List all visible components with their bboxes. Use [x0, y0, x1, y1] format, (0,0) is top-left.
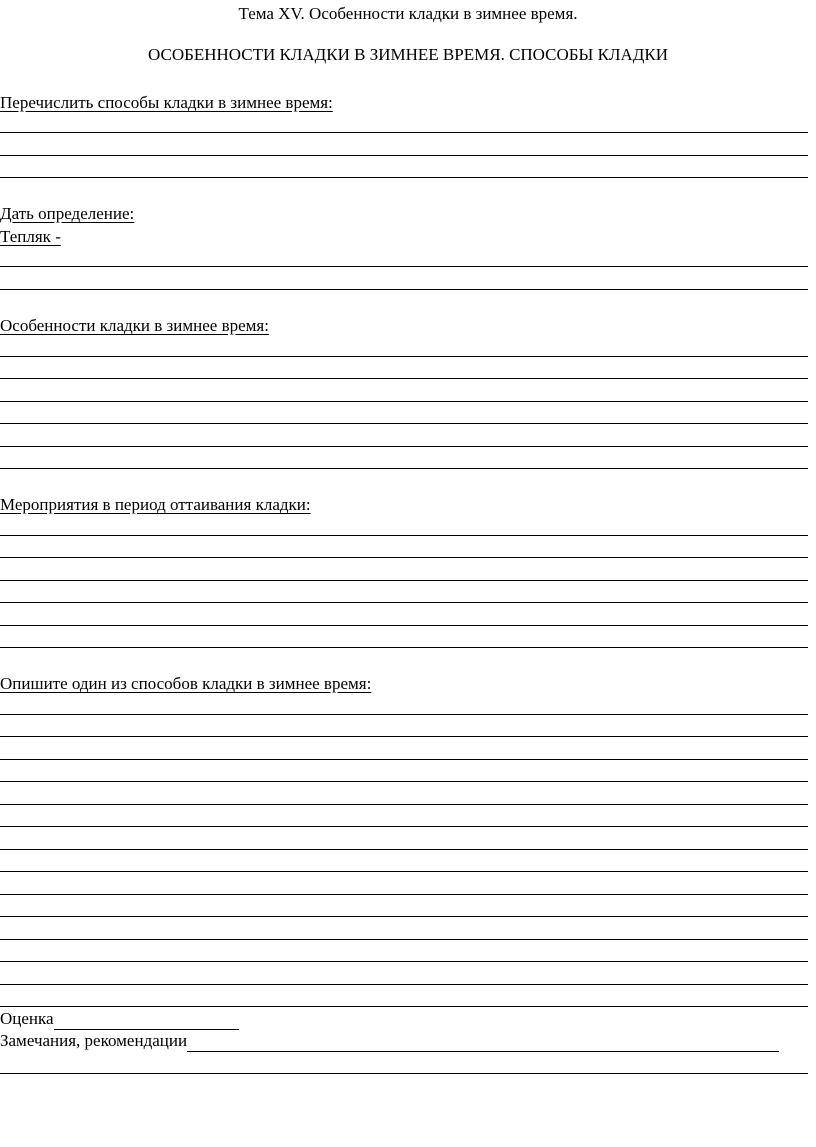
grade-field[interactable]	[54, 1011, 239, 1030]
answer-line[interactable]	[0, 759, 808, 760]
answer-line[interactable]	[0, 602, 808, 603]
answer-line[interactable]	[0, 580, 808, 581]
answer-line[interactable]	[0, 266, 808, 267]
answer-line[interactable]	[0, 984, 808, 985]
answer-line[interactable]	[0, 714, 808, 715]
answer-line[interactable]	[0, 177, 808, 178]
answer-line[interactable]	[0, 468, 808, 469]
answer-line[interactable]	[0, 1073, 808, 1074]
remarks-row	[0, 1030, 779, 1052]
answer-line[interactable]	[0, 356, 808, 357]
answer-line[interactable]	[0, 804, 808, 805]
answer-line[interactable]	[0, 535, 808, 536]
grade-row	[0, 1008, 239, 1030]
answer-line[interactable]	[0, 826, 808, 827]
answer-line[interactable]	[0, 155, 808, 156]
page-title: ОСОБЕННОСТИ КЛАДКИ В ЗИМНЕЕ ВРЕМЯ. СПОСОБЫ КЛАДКИ	[148, 45, 668, 64]
answer-line[interactable]	[0, 401, 808, 402]
answer-line[interactable]	[0, 625, 808, 626]
section-describe-method-label: Опишите один из способов кладки в зимнее время:	[0, 674, 372, 693]
section-features-label: Особенности кладки в зимнее время:	[0, 316, 269, 335]
remarks-label: Замечания, рекомендации	[0, 1031, 188, 1050]
answer-line[interactable]	[0, 871, 808, 872]
teplyak-label: Тепляк -	[0, 227, 61, 246]
answer-line[interactable]	[0, 446, 808, 447]
answer-line[interactable]	[0, 557, 808, 558]
answer-line[interactable]	[0, 961, 808, 962]
answer-line[interactable]	[0, 1006, 808, 1007]
answer-line[interactable]	[0, 289, 808, 290]
answer-line[interactable]	[0, 894, 808, 895]
section-thaw-measures-label: Мероприятия в период оттаивания кладки:	[0, 495, 311, 514]
remarks-field[interactable]	[187, 1033, 779, 1052]
section-list-methods-label: Перечислить способы кладки в зимнее время:	[0, 93, 333, 112]
answer-line[interactable]	[0, 939, 808, 940]
grade-label: Оценка	[0, 1009, 54, 1028]
answer-line[interactable]	[0, 736, 808, 737]
answer-line[interactable]	[0, 132, 808, 133]
answer-line[interactable]	[0, 849, 808, 850]
answer-line[interactable]	[0, 378, 808, 379]
answer-line[interactable]	[0, 781, 808, 782]
answer-line[interactable]	[0, 647, 808, 648]
section-definition-label: Дать определение:	[0, 204, 135, 223]
topic-heading: Тема XV. Особенности кладки в зимнее время.	[238, 4, 578, 23]
answer-line[interactable]	[0, 916, 808, 917]
answer-line[interactable]	[0, 423, 808, 424]
